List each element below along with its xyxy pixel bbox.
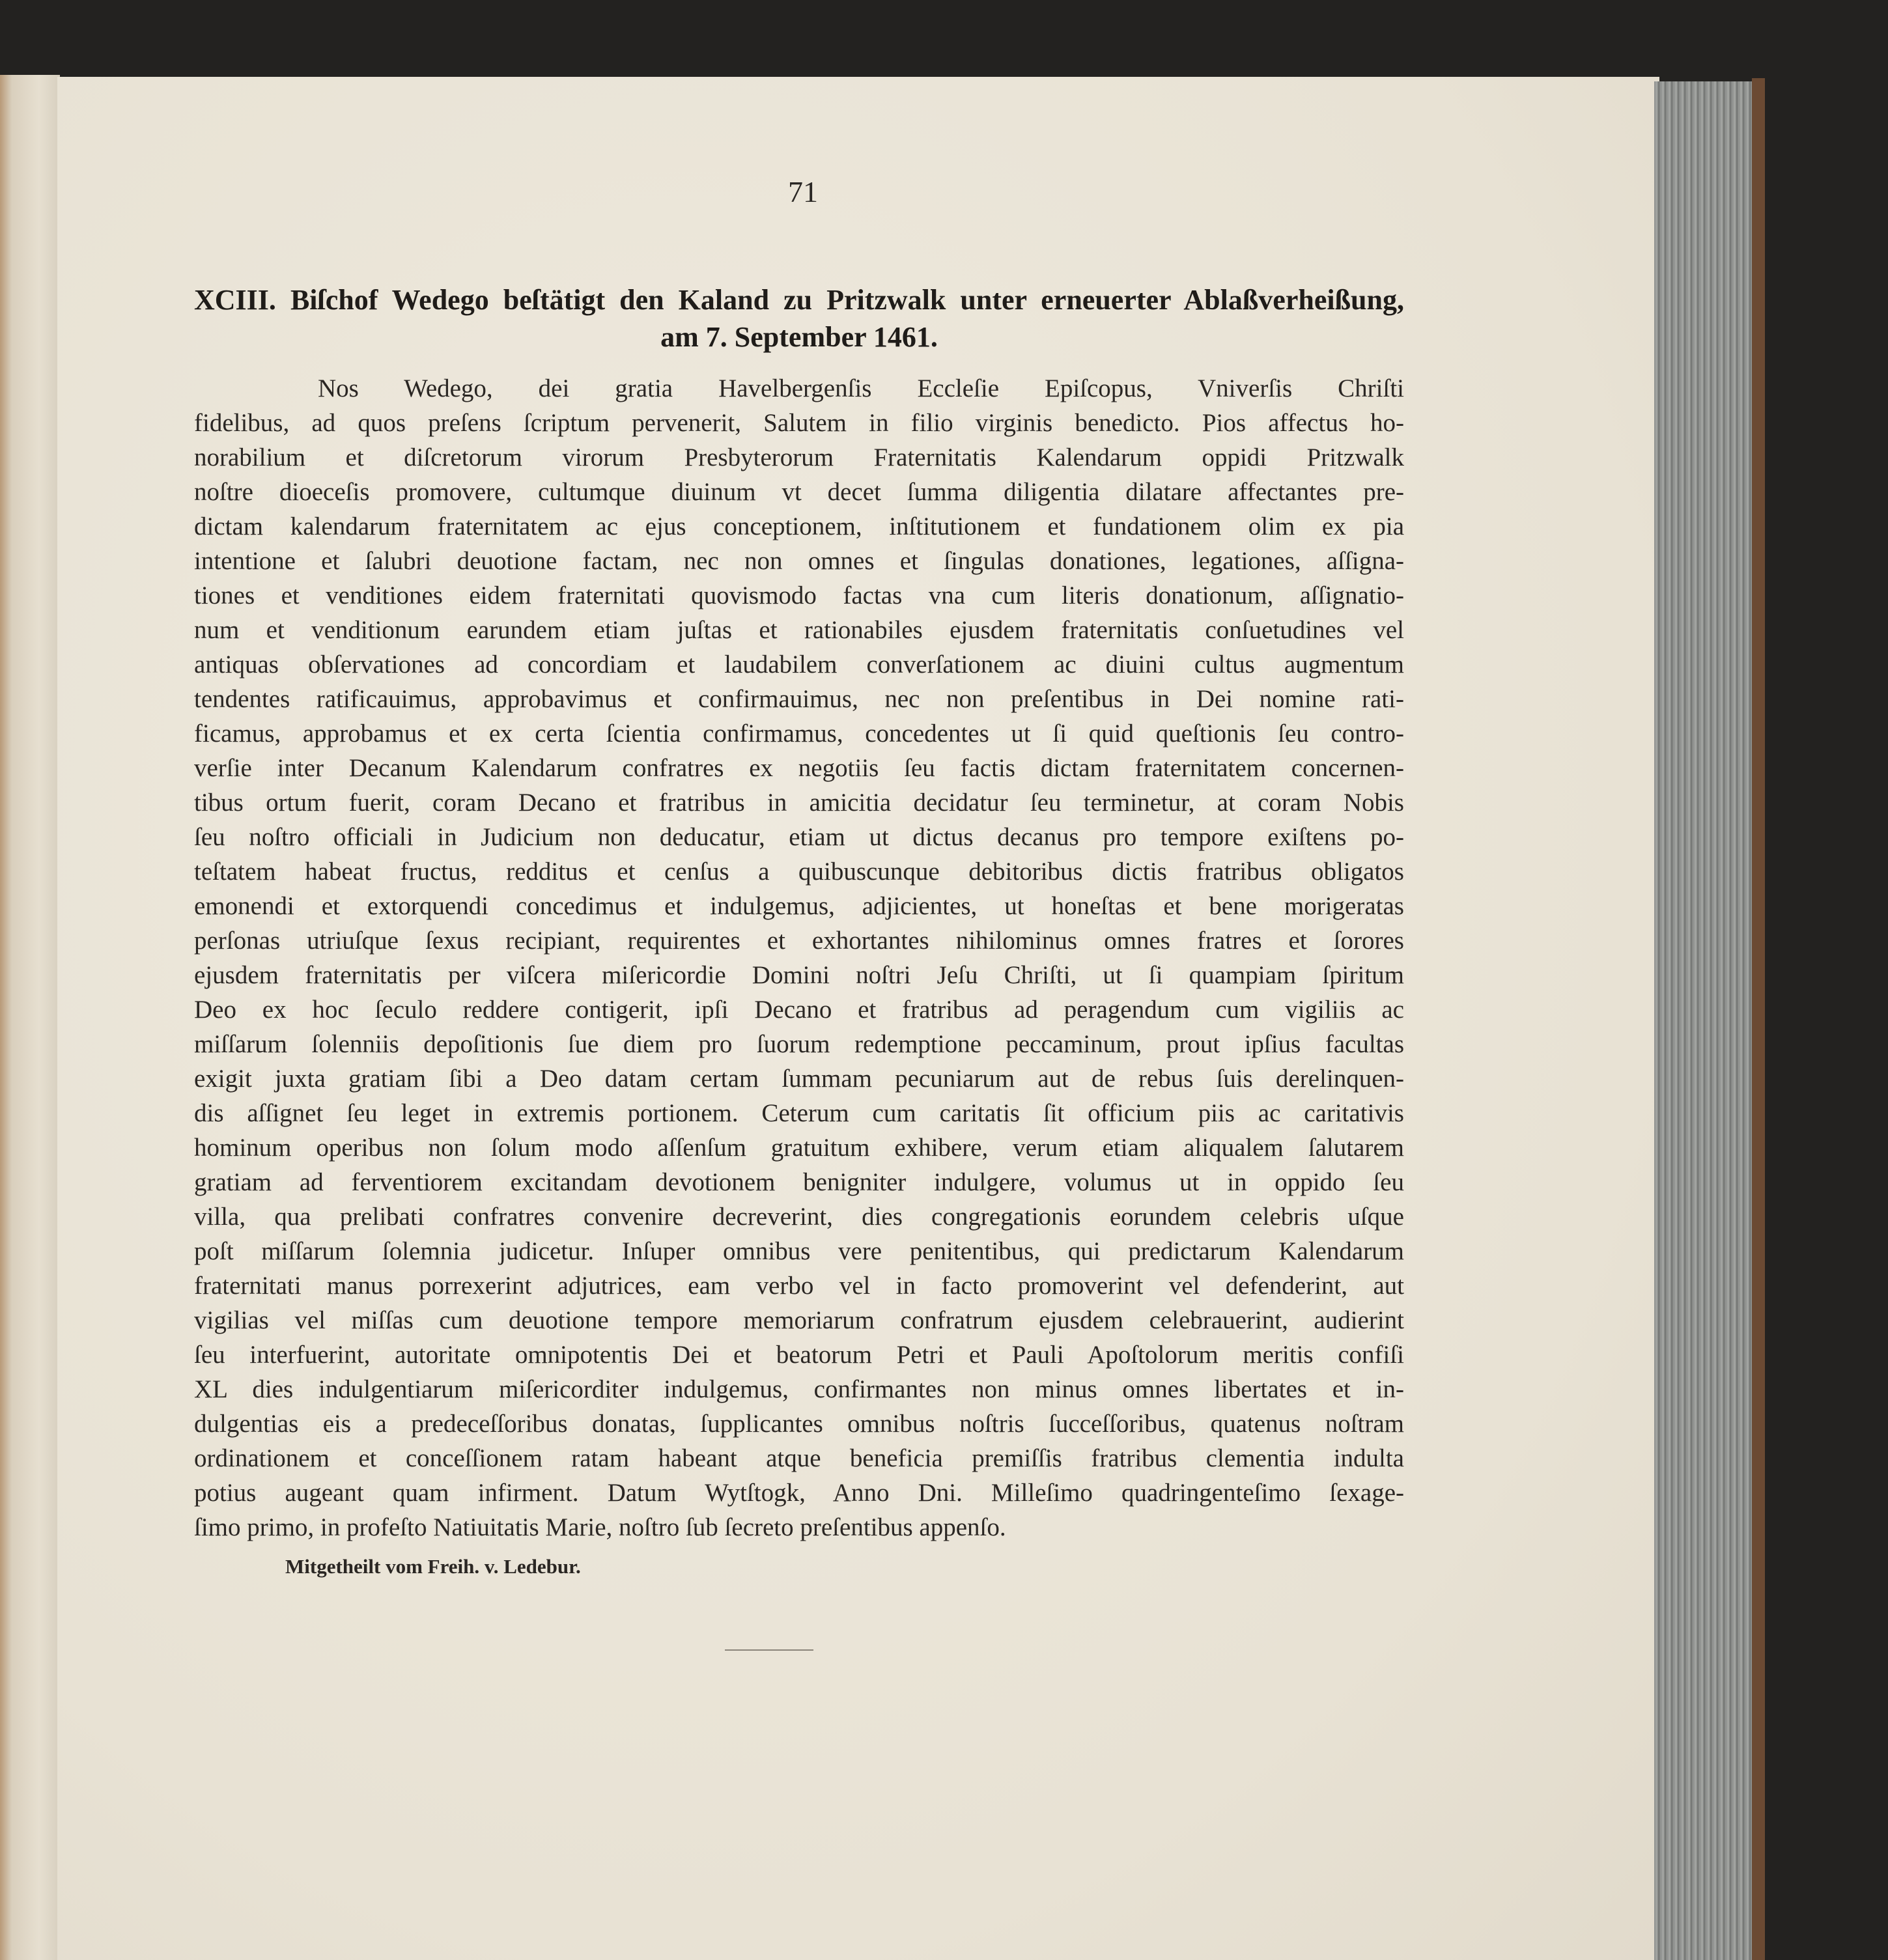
document-heading: XCIII. Biſchof Wedego beſtätigt den Kaland zu Pritzwalk unter erneuerter Ablaßverheißung, <box>194 284 1404 316</box>
text-line: potius augeant quam infirment. Datum Wytſtogk, Anno Dni. Milleſimo quadringenteſimo ſexage- <box>194 1479 1404 1507</box>
text-line: gratiam ad ferventiorem excitandam devotionem benigniter indulgere, volumus ut in oppido ſeu <box>194 1168 1404 1196</box>
text-line: noſtre dioeceſis promovere, cultumque diuinum vt decet ſumma diligentia dilatare affectantes pre- <box>194 478 1404 506</box>
text-line: norabilium et diſcretorum virorum Presbyterorum Fraternitatis Kalendarum oppidi Pritzwalk <box>194 443 1404 471</box>
text-line: fraternitati manus porrexerint adjutrices, eam verbo vel in facto promoverint vel defenderint, aut <box>194 1272 1404 1300</box>
text-line: fidelibus, ad quos preſens ſcriptum pervenerit, Salutem in filio virginis benedicto. Pios affectus ho- <box>194 409 1404 437</box>
text-line: emonendi et extorquendi concedimus et indulgemus, adjicientes, ut honeſtas et bene morigeratas <box>194 892 1404 920</box>
text-line: miſſarum ſolenniis depoſitionis ſue diem pro ſuorum redemptione peccaminum, prout ipſius facultas <box>194 1030 1404 1058</box>
text-line: Nos Wedego, dei gratia Havelbergenſis Eccleſie Epiſcopus, Vniverſis Chriſti <box>318 374 1404 402</box>
facing-page-edge <box>0 75 60 1960</box>
text-line: tibus ortum fuerit, coram Decano et fratribus in amicitia decidatur ſeu terminetur, at coram Nobis <box>194 789 1404 817</box>
text-line: dulgentias eis a predeceſſoribus donatas, ſupplicantes omnibus noſtris ſucceſſoribus, quatenus noſtram <box>194 1410 1404 1438</box>
text-line: XL dies indulgentiarum miſericorditer indulgemus, confirmantes non minus omnes libertates et in- <box>194 1375 1404 1403</box>
text-line: dictam kalendarum fraternitatem ac ejus conceptionem, inſtitutionem et fundationem olim ex pia <box>194 512 1404 540</box>
text-line: num et venditionum earundem etiam juſtas et rationabiles ejusdem fraternitatis conſuetudines vel <box>194 616 1404 644</box>
text-line: tiones et venditiones eidem fraternitati quovismodo factas vna cum literis donationum, aſſignatio- <box>194 581 1404 609</box>
document-body <box>194 371 1404 1545</box>
text-line: ejusdem fraternitatis per viſcera miſericordie Domini noſtri Jeſu Chriſti, ut ſi quampiam ſpiritum <box>194 961 1404 989</box>
text-line: exigit juxta gratiam ſibi a Deo datam certam ſummam pecuniarum aut de rebus ſuis derelinquen- <box>194 1065 1404 1093</box>
text-line: poſt miſſarum ſolemnia judicetur. Inſuper omnibus vere penitentibus, qui predictarum Kalendarum <box>194 1237 1404 1265</box>
text-line: ſimo primo, in profeſto Natiuitatis Marie, noſtro ſub ſecreto preſentibus appenſo. <box>194 1513 1006 1541</box>
text-line: Deo ex hoc ſeculo reddere contigerit, ipſi Decano et fratribus ad peragendum cum vigiliis ac <box>194 996 1404 1024</box>
text-line: villa, qua prelibati confratres convenire decreverint, dies congregationis eorundem celebris uſque <box>194 1203 1404 1231</box>
attribution: Mitgetheilt vom Freih. v. Ledebur. <box>285 1555 581 1578</box>
document-heading-date: am 7. September 1461. <box>660 321 938 353</box>
text-line: perſonas utriuſque ſexus recipiant, requirentes et exhortantes nihilominus omnes fratres et ſorores <box>194 927 1404 955</box>
text-line: hominum operibus non ſolum modo aſſenſum gratuitum exhibere, verum etiam aliqualem ſalutarem <box>194 1134 1404 1162</box>
page-number: 71 <box>788 175 818 208</box>
section-divider <box>725 1649 813 1651</box>
text-line: teſtatem habeat fructus, redditus et cenſus a quibuscunque debitoribus dictis fratribus obligatos <box>194 858 1404 886</box>
text-line: ordinationem et conceſſionem ratam habeant atque beneficia premiſſis fratribus clementia indulta <box>194 1444 1404 1472</box>
text-line: antiquas obſervationes ad concordiam et laudabilem converſationem ac diuini cultus augmentum <box>194 651 1404 679</box>
book-cover-edge <box>1752 78 1765 1960</box>
text-line: vigilias vel miſſas cum deuotione tempore memoriarum confratrum ejusdem celebrauerint, audierint <box>194 1306 1404 1334</box>
text-line: ſeu interfuerint, autoritate omnipotentis Dei et beatorum Petri et Pauli Apoſtolorum meritis confiſi <box>194 1341 1404 1369</box>
text-line: ficamus, approbamus et ex certa ſcientia confirmamus, concedentes ut ſi quid queſtionis ſeu contro- <box>194 720 1404 748</box>
text-line: tendentes ratificauimus, approbavimus et confirmauimus, nec non preſentibus in Dei nomine rati- <box>194 685 1404 713</box>
text-line: dis aſſignet ſeu leget in extremis portionem. Ceterum cum caritatis ſit officium piis ac caritativis <box>194 1099 1404 1127</box>
text-line: verſie inter Decanum Kalendarum confratres ex negotiis ſeu factis dictam fraternitatem concernen- <box>194 754 1404 782</box>
text-line: intentione et ſalubri deuotione factam, nec non omnes et ſingulas donationes, legationes, aſſigna- <box>194 547 1404 575</box>
text-line: ſeu noſtro officiali in Judicium non deducatur, etiam ut dictus decanus pro tempore exiſtens po- <box>194 823 1404 851</box>
page-stack-edges <box>1654 81 1758 1960</box>
